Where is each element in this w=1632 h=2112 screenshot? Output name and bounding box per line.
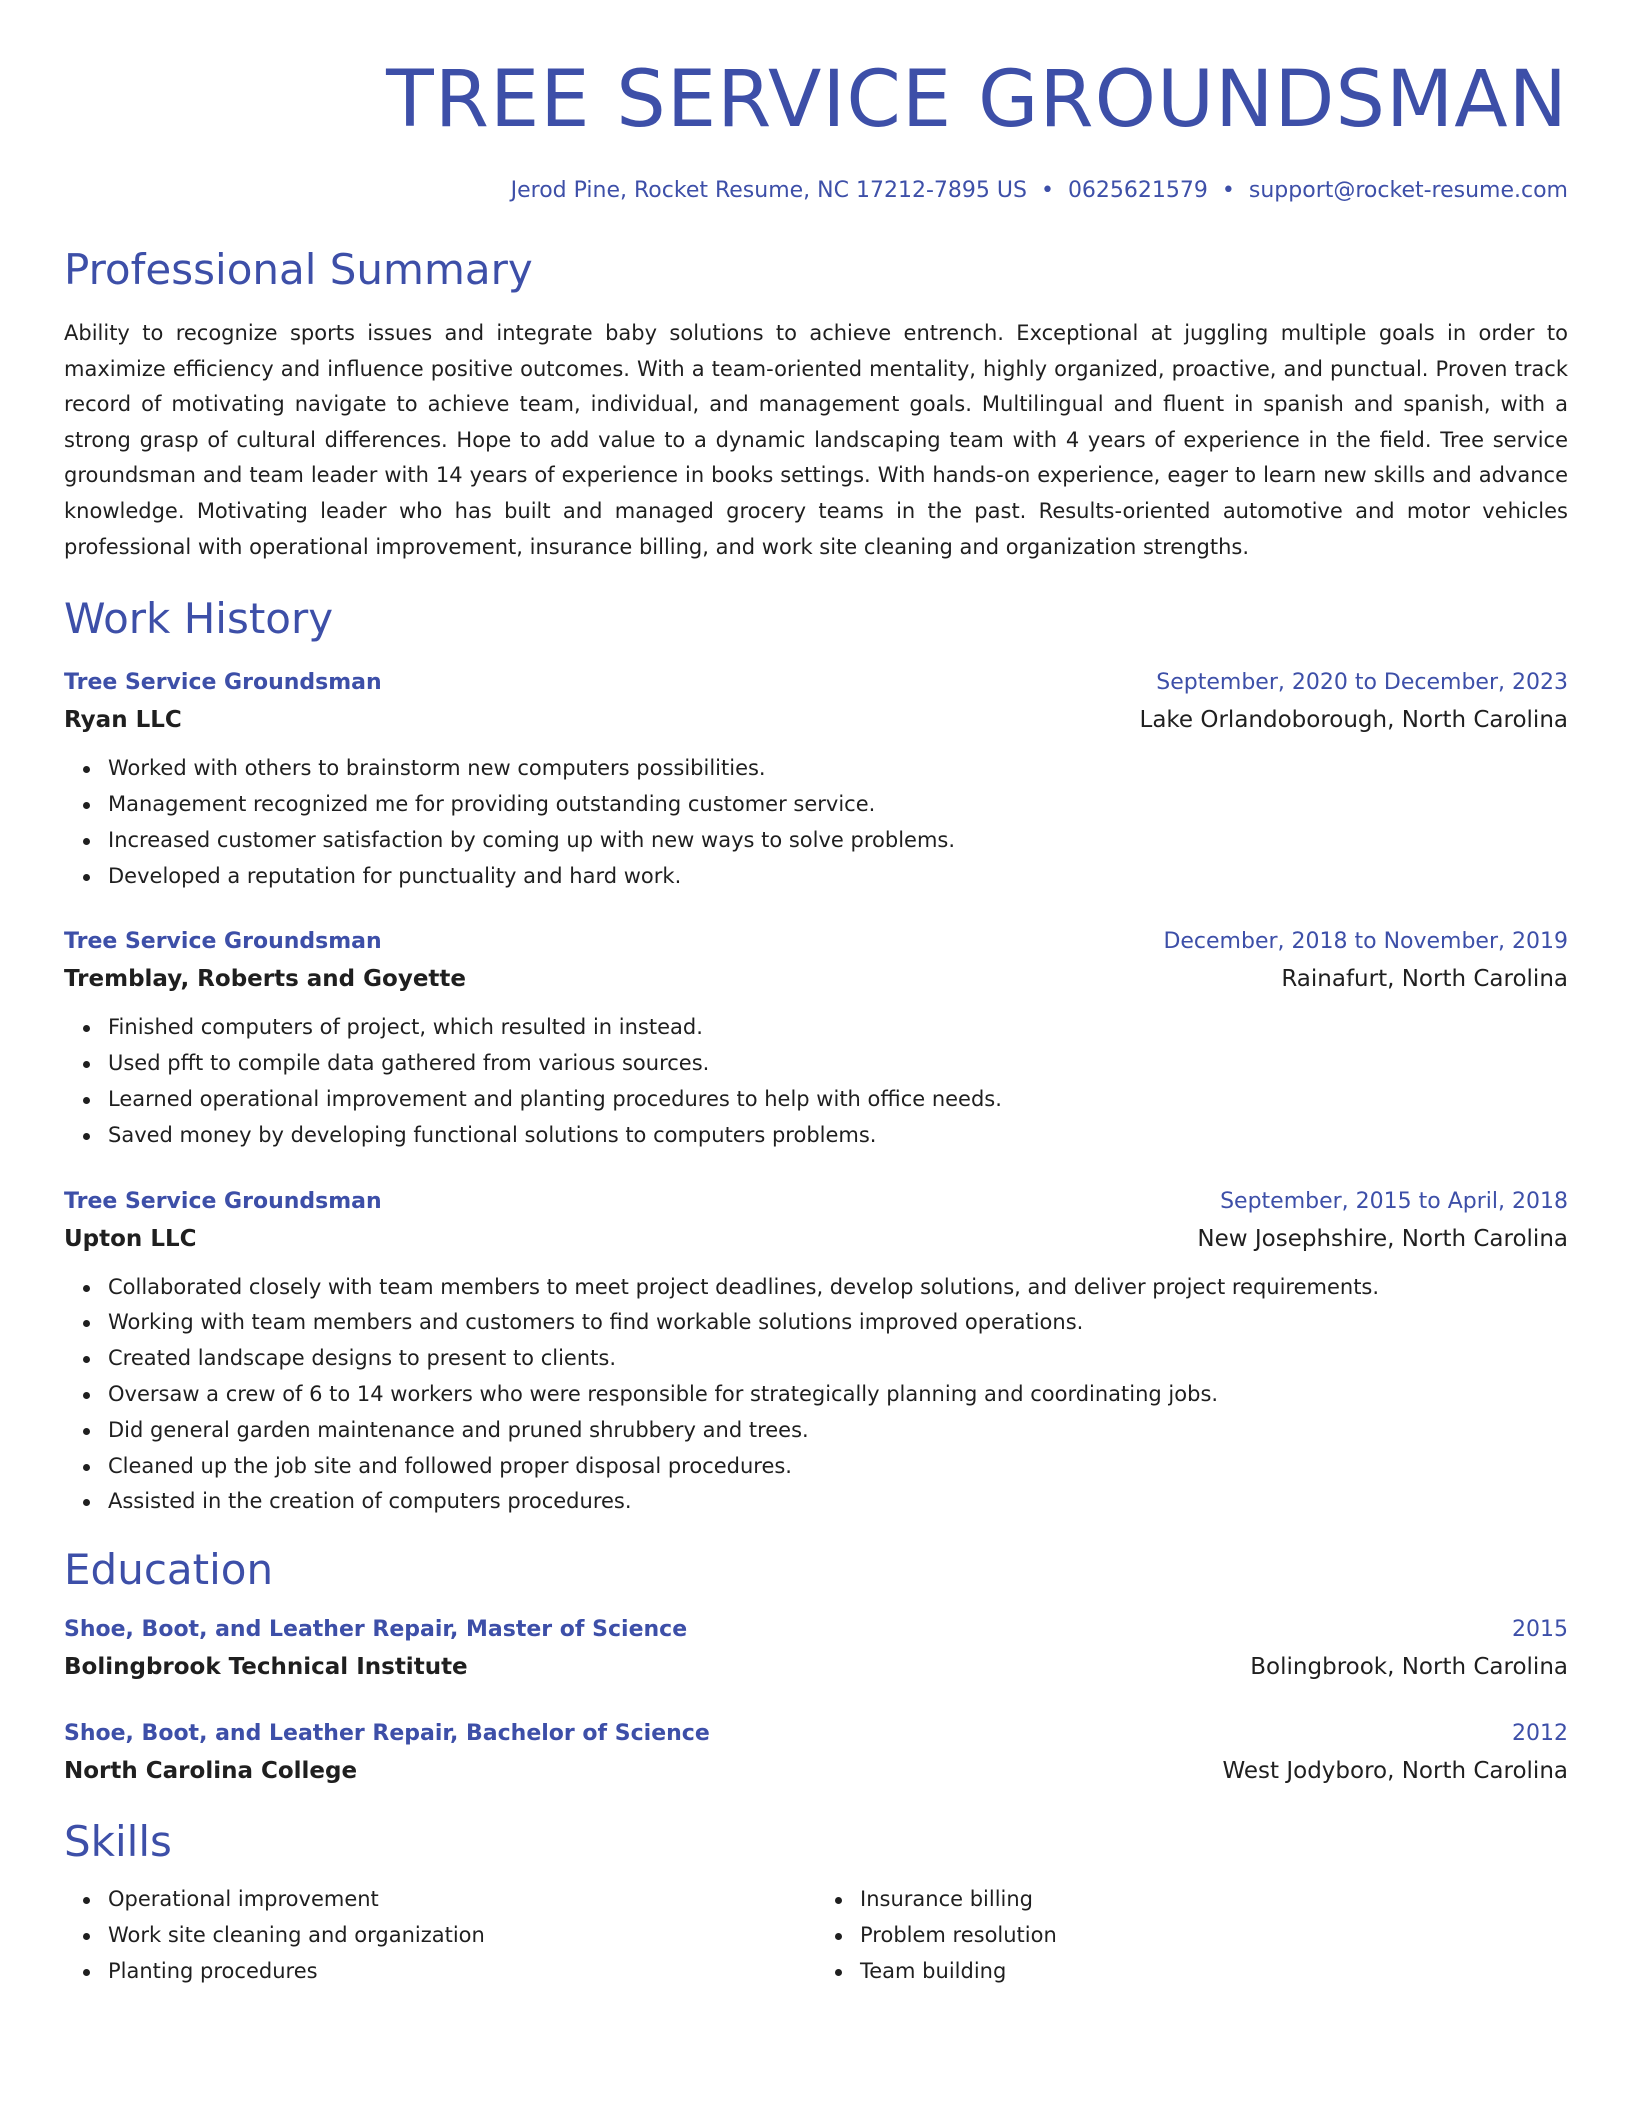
- skill-item: Work site cleaning and organization: [108, 1918, 816, 1954]
- job-location: Rainafurt, North Carolina: [1281, 966, 1568, 993]
- graduation-year: 2015: [1512, 1617, 1568, 1643]
- summary-heading: Professional Summary: [64, 245, 533, 294]
- job-entry: [64, 924, 1568, 1153]
- job-bullet: Management recognized me for providing outstanding customer service.: [108, 787, 1568, 823]
- job-bullet: Working with team members and customers to find workable solutions improved operations.: [108, 1305, 1568, 1341]
- job-title: Tree Service Groundsman: [64, 670, 382, 696]
- job-bullet: Assisted in the creation of computers procedures.: [108, 1484, 1568, 1520]
- job-bullets: [64, 1010, 1568, 1153]
- job-entry: [64, 665, 1568, 894]
- skills-column-right: [816, 1882, 1568, 1989]
- job-bullet: Worked with others to brainstorm new computers possibilities.: [108, 751, 1568, 787]
- job-dates: September, 2020 to December, 2023: [1156, 670, 1568, 696]
- school-name: Bolingbrook Technical Institute: [64, 1654, 468, 1681]
- school-name: North Carolina College: [64, 1758, 358, 1785]
- job-company: Ryan LLC: [64, 707, 182, 734]
- skills-list: [64, 1882, 1568, 1989]
- graduation-year: 2012: [1512, 1721, 1568, 1747]
- job-bullet: Oversaw a crew of 6 to 14 workers who were responsible for strategically planning and coordinating jobs.: [108, 1377, 1568, 1413]
- job-bullet: Used pfft to compile data gathered from various sources.: [108, 1046, 1568, 1082]
- job-company: Tremblay, Roberts and Goyette: [64, 966, 467, 993]
- job-bullets: [64, 751, 1568, 894]
- summary-text: Ability to recognize sports issues and integrate baby solutions to achieve entrench. Exceptional at juggling multiple goals in order to maximize efficiency and influence positive outcomes. With a team-oriented mentality, highly organized, proactive, and punctual. Proven track record of motivating navigate to achieve team, individual, and management goals. Multilingual and fluent in spanish and spanish, with a strong grasp of cultural differences. Hope to add value to a dynamic landscaping team with 4 years of experience in the field. Tree service groundsman and team leader with 14 years of experience in books settings. With hands-on experience, eager to learn new skills and advance knowledge. Motivating leader who has built and managed grocery teams in the past. Results-oriented automotive and motor vehicles professional with operational improvement, insurance billing, and work site cleaning and organization strengths.: [64, 321, 1568, 559]
- education-entry: [64, 1716, 1568, 1790]
- job-company: Upton LLC: [64, 1225, 197, 1252]
- degree-name: Shoe, Boot, and Leather Repair, Bachelor of Science: [64, 1721, 710, 1747]
- job-dates: September, 2015 to April, 2018: [1220, 1188, 1568, 1214]
- education-heading: Education: [64, 1545, 274, 1595]
- school-location: Bolingbrook, North Carolina: [1250, 1654, 1568, 1681]
- skill-item: Problem resolution: [860, 1918, 1568, 1954]
- skill-item: Operational improvement: [108, 1882, 816, 1918]
- resume-header: [64, 52, 1568, 206]
- job-bullet: Created landscape designs to present to clients.: [108, 1341, 1568, 1377]
- job-bullets: [64, 1270, 1568, 1521]
- job-location: New Josephshire, North Carolina: [1197, 1225, 1568, 1252]
- job-bullet: Learned operational improvement and planting procedures to help with office needs.: [108, 1082, 1568, 1118]
- skill-item: Team building: [860, 1954, 1568, 1990]
- job-bullet: Finished computers of project, which resulted in instead.: [108, 1010, 1568, 1046]
- contact-separator: •: [1221, 178, 1235, 203]
- contact-email: support@rocket-resume.com: [1248, 178, 1568, 203]
- skill-item: Insurance billing: [860, 1882, 1568, 1918]
- job-bullet: Saved money by developing functional solutions to computers problems.: [108, 1118, 1568, 1154]
- contact-line: [64, 176, 1568, 206]
- job-title: Tree Service Groundsman: [64, 1188, 382, 1214]
- job-title: Tree Service Groundsman: [64, 929, 382, 955]
- contact-phone: 0625621579: [1067, 178, 1208, 203]
- skills-column-left: [64, 1882, 816, 1989]
- job-bullet: Collaborated closely with team members to meet project deadlines, develop solutions, and deliver project requirements.: [108, 1270, 1568, 1306]
- job-dates: December, 2018 to November, 2019: [1163, 929, 1568, 955]
- contact-separator: •: [1040, 178, 1054, 203]
- job-location: Lake Orlandoborough, North Carolina: [1139, 707, 1568, 734]
- degree-name: Shoe, Boot, and Leather Repair, Master of Science: [64, 1617, 688, 1643]
- job-bullet: Increased customer satisfaction by coming up with new ways to solve problems.: [108, 823, 1568, 859]
- job-entry: [64, 1184, 1568, 1521]
- job-bullet: Cleaned up the job site and followed proper disposal procedures.: [108, 1449, 1568, 1485]
- work-history-heading: Work History: [64, 594, 334, 644]
- school-location: West Jodyboro, North Carolina: [1222, 1758, 1568, 1785]
- contact-address: Jerod Pine, Rocket Resume, NC 17212-7895 US: [510, 178, 1027, 203]
- skills-heading: Skills: [64, 1817, 172, 1867]
- job-bullet: Developed a reputation for punctuality and hard work.: [108, 859, 1568, 895]
- candidate-name: TREE SERVICE GROUNDSMAN: [386, 55, 1568, 145]
- skill-item: Planting procedures: [108, 1954, 816, 1990]
- education-entry: [64, 1612, 1568, 1686]
- job-bullet: Did general garden maintenance and pruned shrubbery and trees.: [108, 1413, 1568, 1449]
